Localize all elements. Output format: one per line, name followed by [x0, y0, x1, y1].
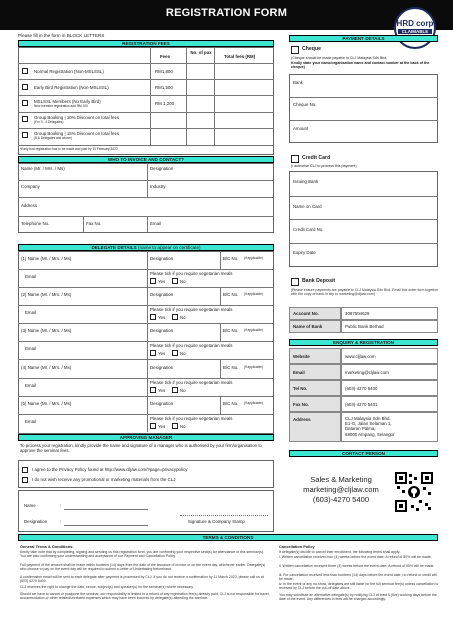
delegate-divider [18, 414, 274, 415]
vegetarian-no-label: No [180, 424, 186, 429]
delegate-bc-label: B/C No. [223, 328, 239, 333]
delegate-divider [18, 269, 274, 270]
account-no-value: 3087594629 [341, 307, 438, 320]
delegate-divider [220, 287, 221, 305]
website-label: Website [289, 348, 341, 364]
fees-divider [18, 112, 274, 113]
early-bird-footnote: *Early bird registration has to be made and paid by 10 February 2023 [20, 147, 118, 151]
consent-box [18, 460, 274, 488]
vegetarian-yes-label: Yes [158, 279, 166, 284]
vegetarian-prompt: Please tick if you require vegetarian meals [150, 380, 233, 385]
issuing-bank-label: Issuing Bank [293, 179, 319, 184]
invoice-company-label: Company [21, 184, 40, 189]
badge-line1: HRD corp [396, 19, 434, 28]
delegate-name-label: (3) Name (Mr. / Mrs. / Ms) [21, 328, 72, 333]
approving-instruction: To process your registration, kindly provide the name and signature of a manager who is authorised by your firm/organisation to approve the seminar fees. [20, 443, 262, 454]
fees-divider [18, 63, 274, 64]
vegetarian-no-label: No [180, 315, 186, 320]
cancellation-item: iii. For cancellation received less than fourteen (14) days before the event date, no refund or credit will be made. [279, 573, 437, 582]
vegetarian-yes-label: Yes [158, 388, 166, 393]
manager-designation-colon: : [60, 519, 62, 524]
delegate-email-label: Email [25, 274, 36, 279]
delegate-bc-note: (if applicable) [244, 256, 263, 260]
bank-field-label: Bank [293, 80, 304, 85]
delegate-designation-label: Designation [150, 401, 174, 406]
fax-value: (603)-4270 5401 [341, 396, 438, 412]
delegate-details-header [18, 244, 274, 251]
delegate-bc-note: (if applicable) [244, 328, 263, 332]
vegetarian-yes-checkbox[interactable] [150, 387, 156, 393]
website-value[interactable]: www.cljlaw.com [341, 348, 438, 364]
delegate-divider [18, 359, 274, 360]
delegate-email-label: Email [25, 419, 36, 424]
cancellation-item: ii. Written cancellation received three (3) weeks before the event date: A refund of 50% will be made. [279, 564, 435, 568]
fees-divider [186, 47, 187, 145]
vegetarian-no-checkbox[interactable] [172, 278, 178, 284]
cheque-no-field-label: Cheque No. [293, 102, 317, 107]
invoice-fax-label: Fax No. [86, 221, 102, 226]
delegate-divider [18, 378, 274, 379]
delegate-divider [18, 305, 274, 306]
delegate-email-label: Email [25, 310, 36, 315]
payment-divider [289, 120, 438, 121]
group-booking-10-checkbox[interactable] [22, 116, 28, 122]
tel-label: Tel No. [289, 380, 341, 396]
cheque-checkbox[interactable] [291, 46, 299, 54]
bank-deposit-label: Bank Deposit [302, 278, 336, 284]
email-value[interactable]: marketing@cljlaw.com [341, 364, 438, 380]
address-line: CLJ Malaysia Sdn Bhd. [345, 416, 391, 421]
address-line: 68000 Ampang, Selangor [345, 431, 395, 437]
delegate-bc-label: B/C No. [223, 401, 239, 406]
privacy-policy-checkbox[interactable] [22, 467, 28, 473]
invoice-box [18, 163, 274, 233]
delegate-name-label: (5) Name (Mr. / Mrs. / Ms) [21, 401, 72, 406]
fee-row-label: Group Booking | 10% Discount on total fees [34, 115, 120, 120]
delegate-email-label: Email [25, 346, 36, 351]
vegetarian-prompt: Please tick if you require vegetarian meals [150, 343, 233, 348]
tel-value: (603)-4270 5400 [341, 380, 438, 396]
delegate-divider [147, 305, 148, 323]
fee-row-label: Early Bird Registration (Non-MSLSSL) [34, 85, 109, 90]
contact-name: Sales & Marketing [310, 475, 372, 484]
bank-name-value: Public Bank Berhad [341, 320, 438, 333]
expiry-date-label: Expiry Date [293, 250, 316, 255]
delegate-name-label: (1) Name (Mr. / Mrs. / Ms) [21, 256, 72, 261]
qr-code-icon [395, 472, 433, 512]
fee-row-note: (For 3 - 4 Delegates) [34, 120, 64, 124]
credit-card-checkbox[interactable] [291, 155, 299, 163]
cancellation-item: i. Written cancellation received four (4) weeks before the event date: A refund of 80% will be made. [279, 555, 432, 559]
manager-designation-line[interactable] [64, 525, 148, 526]
total-col-header: Total fees (RM) [224, 54, 256, 59]
vegetarian-yes-checkbox[interactable] [150, 350, 156, 356]
delegate-bc-note: (if applicable) [244, 365, 263, 369]
delegate-divider [18, 287, 274, 288]
delegate-divider [220, 360, 221, 378]
delegate-divider [147, 414, 148, 432]
hrd-corp-claimable-badge [394, 7, 436, 49]
payment-divider [289, 97, 438, 98]
delegate-divider [18, 341, 274, 342]
fee-row-amount: RM1,500 [155, 85, 173, 90]
address-line: Dataran Palma, [345, 426, 376, 432]
fees-divider [18, 95, 274, 96]
delegate-designation-label: Designation [150, 365, 174, 370]
cancellation-outro: You may substitute an alternative delegate(s) by notifying CLJ at least 5 (five) working days before the date of the event. Any differences in fees will be charged accordingly. [279, 593, 437, 602]
credit-card-note: (I authorise CLJ to process this payment) [291, 164, 357, 168]
delegate-divider [147, 341, 148, 359]
credit-card-label: Credit Card [302, 155, 331, 161]
invoice-divider [147, 216, 148, 233]
contact-email[interactable]: marketing@cljlaw.com [303, 485, 379, 494]
delegate-details-title: DELEGATE DETAILS [91, 245, 137, 250]
privacy-policy-label: I agree to the Privacy Policy found at http://www.clljaw.com/?page=privacypolicy [32, 467, 188, 472]
invoice-address-label: Address [21, 203, 38, 208]
delegate-divider [147, 323, 148, 341]
invoice-designation-label: Designation [150, 166, 174, 171]
manager-name-label: Name [24, 503, 36, 508]
invoice-email-label: Email [150, 221, 161, 226]
payment-divider [289, 196, 438, 197]
account-no-label: Account No. [289, 307, 341, 320]
delegate-bc-label: B/C No. [223, 365, 239, 370]
vegetarian-prompt: Please tick if you require vegetarian meals [150, 416, 233, 421]
fee-row-note: New member registration add RM 100 [34, 104, 88, 108]
signature-label: Signature & Company Stamp [188, 519, 245, 524]
vegetarian-prompt: Please tick if you require vegetarian meals [150, 271, 233, 276]
general-term-paragraph: Should we have to cancel or postpone the seminar, our responsibility is limited to a refund of any registration fee(s) already paid. CLJ is not responsible for travel, accommodation or other related/unrelated expenses which may have been incurred by delegate(s) attending the seminar. [20, 592, 270, 601]
address-value [341, 412, 438, 442]
delegate-bc-note: (if applicable) [244, 401, 263, 405]
general-term-paragraph: Full payment of the amount shall be made within fourteen (14) days from the date of the issuance of invoice or on the event day, whichever earlier. Delegate(s) who choose to pay on the event day will be required to submit a Letter of Undertaking beforehand. [20, 563, 266, 572]
vegetarian-no-label: No [180, 388, 186, 393]
payment-details-header: PAYMENT DETAILS [289, 35, 438, 42]
pax-col-header: No. of pax [190, 50, 212, 55]
fees-divider [150, 47, 151, 145]
vegetarian-no-checkbox[interactable] [172, 387, 178, 393]
fees-divider [18, 128, 274, 129]
cancellation-title: Cancellation Policy [279, 544, 315, 549]
approving-manager-header: APPROVING MANAGER [18, 434, 274, 441]
delegate-name-label: (2) Name (Mr. / Mrs. / Ms) [21, 292, 72, 297]
vegetarian-yes-checkbox[interactable] [150, 314, 156, 320]
vegetarian-yes-label: Yes [158, 351, 166, 356]
contact-person-header: CONTACT PERSON [289, 450, 438, 457]
vegetarian-yes-checkbox[interactable] [150, 278, 156, 284]
intro-text: Please fill in the form in BLOCK LETTERS [18, 33, 105, 38]
normal-registration-checkbox[interactable] [22, 68, 28, 74]
general-term-paragraph: A confirmation email will be sent to each delegate after payment is processed by CLJ. If you do not receive a confirmation by 11 March 2023, please call us at (603) 4270 5400. [20, 575, 264, 584]
name-on-card-label: Name on Card [293, 204, 322, 209]
fee-row-amount: RM1,800 [155, 69, 173, 74]
fee-row-label: MSLSSL Members (No Early Bird) [34, 99, 101, 104]
fees-col-header: Fees [160, 54, 171, 59]
payment-divider [289, 219, 438, 220]
address-label: Address [289, 412, 341, 442]
payment-divider [289, 243, 438, 244]
delegate-divider [220, 323, 221, 341]
delegate-divider [18, 396, 274, 397]
general-term-paragraph: Kindly take note that by completing, signing and sending us this registration form, you are confirming your respective seat(s) for attendance of this seminar(s). You are also confirming your understanding and acceptance of our Payment and Cancellation Policy. [20, 550, 264, 559]
delegate-designation-label: Designation [150, 292, 174, 297]
fee-row-note: (5 & Delegates and above) [34, 136, 72, 140]
manager-designation-label: Designation [24, 519, 48, 524]
invoice-divider [83, 216, 84, 233]
vegetarian-yes-checkbox[interactable] [150, 423, 156, 429]
fax-label: Fax No. [289, 396, 341, 412]
vegetarian-no-checkbox[interactable] [172, 350, 178, 356]
mslssl-members-checkbox[interactable] [22, 100, 28, 106]
invoice-divider [18, 180, 274, 181]
page-title: REGISTRATION FORM [165, 7, 288, 19]
invoice-name-label: Name (Mr. / Mrs. / Ms) [21, 166, 65, 171]
fees-divider [18, 79, 274, 80]
general-terms-title: General Terms & Conditions: [20, 544, 74, 549]
delegate-divider [147, 360, 148, 378]
delegate-divider [220, 251, 221, 269]
delegate-divider [147, 251, 148, 269]
delegate-box [18, 251, 274, 434]
contact-phone: (603)-4270 5400 [312, 495, 370, 504]
amount-field-label: Amount [293, 126, 309, 131]
delegate-name-label: (4) Name (Mr. / Mrs. / Ms) [21, 365, 72, 370]
delegate-bc-note: (if applicable) [244, 292, 263, 296]
vegetarian-no-checkbox[interactable] [172, 423, 178, 429]
vegetarian-yes-label: Yes [158, 315, 166, 320]
delegate-designation-label: Designation [150, 328, 174, 333]
credit-card-no-label: Credit Card No. [293, 227, 324, 232]
delegate-divider [147, 378, 148, 396]
enquiry-header: ENQUIRY & REGISTRATION [289, 339, 438, 346]
address-line: E1-G, Jalan Selaman 1, [345, 421, 392, 427]
marketing-optout-checkbox[interactable] [22, 477, 28, 483]
group-booking-15-checkbox[interactable] [22, 132, 28, 138]
fees-divider [214, 47, 215, 145]
cheque-note: (Cheque should be made payable to CLJ Malaysia Sdn Bhd. [291, 56, 388, 60]
delegate-details-note: (name to appear on certificate) [137, 245, 201, 250]
delegate-divider [147, 269, 148, 287]
early-bird-checkbox[interactable] [22, 84, 28, 90]
vegetarian-prompt: Please tick if you require vegetarian meals [150, 307, 233, 312]
bank-deposit-checkbox[interactable] [291, 278, 299, 286]
email-label: Email [289, 364, 341, 380]
vegetarian-no-checkbox[interactable] [172, 314, 178, 320]
badge-line2: CLAIMABLE [398, 29, 432, 34]
signature-line[interactable] [180, 515, 268, 516]
manager-name-line[interactable] [64, 509, 148, 510]
vegetarian-no-label: No [180, 351, 186, 356]
delegate-divider [147, 287, 148, 305]
delegate-email-label: Email [25, 383, 36, 388]
invoice-contact-header: WHO TO INVOICE AND CONTACT? [18, 156, 274, 163]
fee-row-label: Group Booking | 15% Discount on total fees [34, 131, 120, 136]
registration-fees-header: REGISTRATION FEES [18, 40, 274, 47]
delegate-divider [18, 323, 274, 324]
invoice-divider [18, 197, 274, 198]
invoice-telephone-label: Telephone No. [21, 221, 50, 226]
vegetarian-no-label: No [180, 279, 186, 284]
delegate-bc-label: B/C No. [223, 292, 239, 297]
cancellation-item: iv. In the event of any no-show, delegates are still liable for the full seminar fee(s) unless cancellation is received by CLJ before the cut-off date above. [279, 582, 439, 591]
vegetarian-yes-label: Yes [158, 424, 166, 429]
cheque-label: Cheque [302, 46, 322, 52]
cheque-note-bold: Kindly state your name/organisation name and contact number at the back of the cheque) [291, 61, 430, 70]
delegate-bc-label: B/C No. [223, 256, 239, 261]
invoice-divider [18, 216, 274, 217]
cheque-fields [289, 74, 438, 143]
manager-name-colon: : [60, 503, 62, 508]
general-term-paragraph: CLJ reserves the right to change the date, venue, subject(s) and speaker(s) for the seminar(s) where necessary. [20, 585, 194, 589]
invoice-industry-label: Industry [150, 184, 166, 189]
marketing-optout-label: I do not wish receive any promotional or marketing materials from the CLJ [32, 477, 176, 482]
cancellation-intro: If delegate(s) decide to cancel their enrollment, the following terms shall apply: [279, 550, 401, 554]
bank-name-label: Name of Bank [289, 320, 341, 333]
fees-divider [18, 145, 274, 146]
fee-row-amount: RM 1,200 [155, 101, 175, 106]
bank-deposit-note: (Please ensure payments are payable to CLJ Malaysia Sdn Bhd. Email this order form together with the copy of bank-in slip to marketing@cljlaw.com) [291, 288, 439, 297]
delegate-divider [220, 396, 221, 414]
fee-row-label: Normal Registration (Non-MSLSSL) [34, 69, 104, 74]
delegate-divider [147, 396, 148, 414]
terms-header: TERMS & CONDITIONS [18, 534, 438, 541]
delegate-designation-label: Designation [150, 256, 174, 261]
